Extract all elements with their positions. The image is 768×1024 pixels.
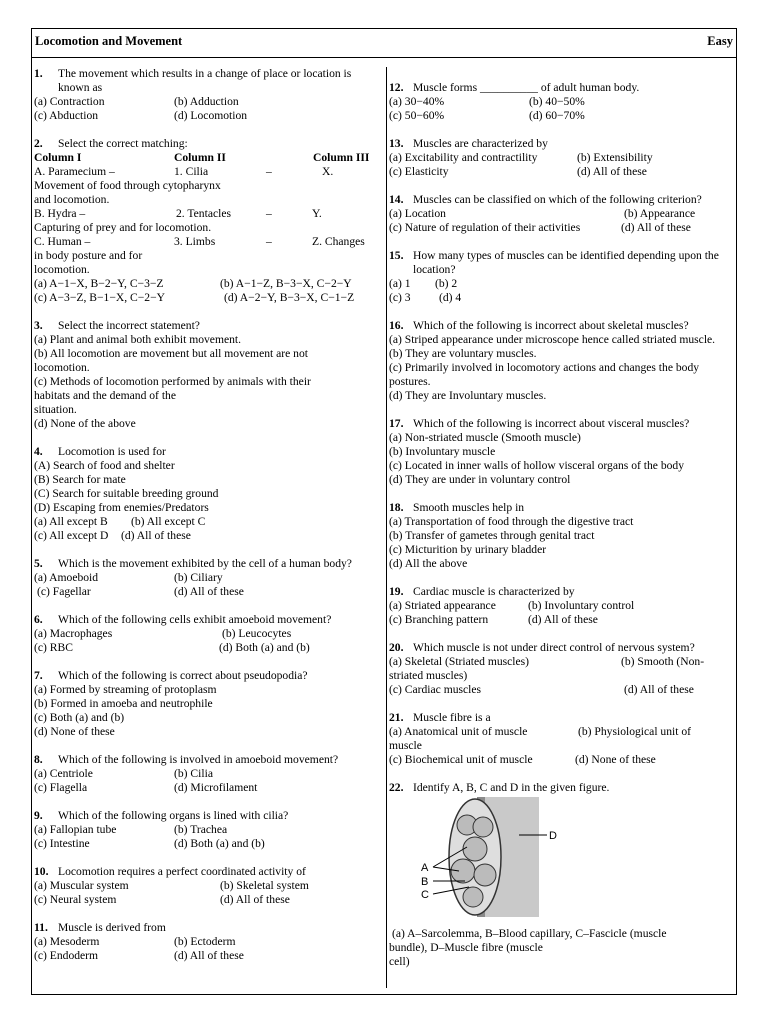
question-16 xyxy=(389,319,736,403)
question-text: Muscle is derived from xyxy=(58,921,166,934)
question-number: 14. xyxy=(389,193,404,206)
question-11 xyxy=(34,921,380,963)
option-b: (b) Appearance xyxy=(624,207,696,220)
option-a: (a) Non-striated muscle (Smooth muscle) xyxy=(389,431,581,444)
option-d: (d) All of these xyxy=(577,165,647,178)
option-a: (a) Macrophages xyxy=(34,627,113,640)
option-b: (b) Extensibility xyxy=(577,151,653,164)
option-c: (c) Nature of regulation of their activities xyxy=(389,221,581,234)
option-a: (a) Skeletal (Striated muscles) xyxy=(389,655,530,668)
question-text: Which is the movement exhibited by the cell of a human body? xyxy=(58,557,352,570)
statement-c: (C) Search for suitable breeding ground xyxy=(34,487,219,500)
question-number: 12. xyxy=(389,81,404,94)
option-c: (c) Both (a) and (b) xyxy=(34,711,125,724)
question-text: Muscle forms __________ of adult human body. xyxy=(413,81,640,94)
question-8 xyxy=(34,753,380,795)
option-a: (a) All except B xyxy=(34,515,108,528)
figure-label-a: A xyxy=(421,862,429,874)
option-d: (d) None of the above xyxy=(34,417,136,430)
question-10 xyxy=(34,865,380,907)
match-row-b: B. Hydra – 2. Tentacles – Y. xyxy=(34,207,322,220)
option-d: (d) 60−70% xyxy=(529,109,585,122)
option-c: (c) 3 xyxy=(389,291,411,304)
difficulty-level: Easy xyxy=(707,34,733,48)
option-d: (d) 4 xyxy=(439,291,462,304)
title-divider xyxy=(32,57,736,58)
option-a: (a) Striated appearance xyxy=(389,599,496,612)
question-5 xyxy=(34,557,380,599)
question-text: The movement which results in a change of place or location is known as xyxy=(58,67,352,94)
match-row-a: A. Paramecium – 1. Cilia – X. xyxy=(34,165,334,178)
question-text: Muscles are characterized by xyxy=(413,137,548,150)
option-a: (a) Anatomical unit of muscle xyxy=(389,725,528,738)
option-c: (c) All except D xyxy=(34,529,109,542)
fascicle-3 xyxy=(463,837,487,861)
answer-option-a: (a) A–Sarcolemma, B–Blood capillary, C–Fascicle (muscle xyxy=(392,927,667,940)
question-17 xyxy=(389,417,736,487)
option-b: (b) 40−50% xyxy=(529,95,585,108)
question-2: 2. Select the correct matching: Column I Column II Column III A. Paramecium – 1. Cilia – X. Movement of food through cytopharynx and locomotion. B. Hydra – 2. Tentacles – Y. Capturing of prey and for locomotion. C. Human – 3. Limbs – Z. Changes in body posture and for locomotion. (a) A−1−X, B−2−Y, C−3−Z (b) A−1−Z, B−3−X, C−2−Y (c) A−3−Z, B−1−X, C−2−Y (d) A−2−Y, B−3−X, C−1−Z xyxy=(34,137,380,305)
option-b: (b) Physiological unit of xyxy=(578,725,692,738)
option-a: (a) A−1−X, B−2−Y, C−3−Z xyxy=(34,277,164,290)
option-a: (a) Amoeboid xyxy=(34,571,99,584)
question-text: Which muscle is not under direct control of nervous system? xyxy=(413,641,695,654)
question-number: 1. xyxy=(34,67,43,80)
option-a: (a) Contraction xyxy=(34,95,105,108)
figure-label-c: C xyxy=(421,889,429,901)
question-number: 21. xyxy=(389,711,404,724)
option-b: (b) Leucocytes xyxy=(222,627,292,640)
option-d: (d) Microfilament xyxy=(174,781,258,794)
option-b: (b) They are voluntary muscles. xyxy=(389,347,537,360)
option-d: (d) All of these xyxy=(121,529,191,542)
statement-a: (A) Search of food and shelter xyxy=(34,459,175,472)
question-number: 4. xyxy=(34,445,43,458)
question-text: Which of the following is incorrect about skeletal muscles? xyxy=(413,319,689,332)
question-number: 20. xyxy=(389,641,404,654)
option-d: (d) They are Involuntary muscles. xyxy=(389,389,547,402)
question-number: 3. xyxy=(34,319,43,332)
option-d: (d) A−2−Y, B−3−X, C−1−Z xyxy=(224,291,355,304)
option-b: (b) Transfer of gametes through genital tract xyxy=(389,529,595,542)
fascicle-5 xyxy=(474,864,496,886)
question-15 xyxy=(389,249,736,305)
option-c: (c) Flagella xyxy=(34,781,88,794)
question-3: 3. Select the incorrect statement? (a) Plant and animal both exhibit movement. (b) All locomotion are movement but all movement are not locomotion. (c) Methods of locomotion performed by animals with their habitats and the demand of the situation. (d) None of the above xyxy=(34,319,380,431)
option-a: (a) Excitability and contractility xyxy=(389,151,538,164)
right-column xyxy=(389,81,736,983)
option-c: (c) Abduction xyxy=(34,109,99,122)
question-number: 7. xyxy=(34,669,43,682)
option-c: (c) Biochemical unit of muscle xyxy=(389,753,533,766)
question-12 xyxy=(389,81,736,123)
muscle-cross-section-figure xyxy=(407,797,567,917)
option-a: (a) Transportation of food through the digestive tract xyxy=(389,515,634,528)
option-b: (b) All locomotion are movement but all movement are not xyxy=(34,347,308,360)
match-row-c: C. Human – 3. Limbs – Z. Changes xyxy=(34,235,365,248)
question-number: 15. xyxy=(389,249,404,262)
option-c: (c) Methods of locomotion performed by animals with their xyxy=(34,375,311,388)
question-number: 10. xyxy=(34,865,49,878)
question-number: 8. xyxy=(34,753,43,766)
question-text: Smooth muscles help in xyxy=(413,501,525,514)
question-number: 9. xyxy=(34,809,43,822)
question-text: How many types of muscles can be identified depending upon the location? xyxy=(413,249,719,276)
option-a: (a) Plant and animal both exhibit movement. xyxy=(34,333,242,346)
statement-d: (D) Escaping from enemies/Predators xyxy=(34,501,209,514)
option-c: (c) Micturition by urinary bladder xyxy=(389,543,547,556)
question-9 xyxy=(34,809,380,851)
option-b: (b) Skeletal system xyxy=(220,879,309,892)
question-number: 17. xyxy=(389,417,404,430)
question-text: Select the correct matching: xyxy=(58,137,188,150)
option-c: (c) Branching pattern xyxy=(389,613,489,626)
option-d: (d) All of these xyxy=(624,683,694,696)
option-d: (d) None of these xyxy=(34,725,115,738)
question-1 xyxy=(34,67,380,123)
option-d: (d) All of these xyxy=(621,221,691,234)
option-c: (c) Fagellar xyxy=(37,585,91,598)
option-a: (a) Location xyxy=(389,207,446,220)
question-text: Locomotion requires a perfect coordinated activity of xyxy=(58,865,306,878)
question-text: Which of the following organs is lined with cilia? xyxy=(58,809,289,822)
question-text: Which of the following cells exhibit amoeboid movement? xyxy=(58,613,332,626)
question-text: Muscle fibre is a xyxy=(413,711,491,724)
fascicle-2 xyxy=(473,817,493,837)
option-c: (c) Elasticity xyxy=(389,165,449,178)
left-column xyxy=(34,67,380,977)
option-b: (b) Adduction xyxy=(174,95,239,108)
question-number: 13. xyxy=(389,137,404,150)
option-d: (d) All of these xyxy=(174,585,244,598)
option-b: (b) A−1−Z, B−3−X, C−2−Y xyxy=(220,277,352,290)
question-text: Identify A, B, C and D in the given figure. xyxy=(413,781,610,794)
option-c: (c) Endoderm xyxy=(34,949,99,962)
question-text: Cardiac muscle is characterized by xyxy=(413,585,575,598)
question-14 xyxy=(389,193,736,235)
option-b: (b) Involuntary muscle xyxy=(389,445,496,458)
option-b: (b) Ciliary xyxy=(174,571,223,584)
question-number: 22. xyxy=(389,781,404,794)
option-a: (a) Fallopian tube xyxy=(34,823,117,836)
question-text: Which of the following is correct about pseudopodia? xyxy=(58,669,308,682)
option-b: (b) Involuntary control xyxy=(528,599,635,612)
option-a: (a) Centriole xyxy=(34,767,93,780)
question-number: 18. xyxy=(389,501,404,514)
question-number: 19. xyxy=(389,585,404,598)
option-b: (b) Cilia xyxy=(174,767,213,780)
option-b: (b) All except C xyxy=(131,515,206,528)
column-divider xyxy=(386,67,387,988)
question-number: 16. xyxy=(389,319,404,332)
option-d: (d) All the above xyxy=(389,557,468,570)
question-6 xyxy=(34,613,380,655)
question-number: 6. xyxy=(34,613,43,626)
option-d: (d) All of these xyxy=(174,949,244,962)
question-text: Select the incorrect statement? xyxy=(58,319,200,332)
option-b: (b) Formed in amoeba and neutrophile xyxy=(34,697,213,710)
question-text: Which of the following is involved in amoeboid movement? xyxy=(58,753,339,766)
option-a: (a) Mesoderm xyxy=(34,935,100,948)
option-a: (a) Muscular system xyxy=(34,879,129,892)
question-text: Which of the following is incorrect about visceral muscles? xyxy=(413,417,690,430)
question-7 xyxy=(34,669,380,739)
statement-b: (B) Search for mate xyxy=(34,473,126,486)
option-d: (d) Both (a) and (b) xyxy=(219,641,310,654)
question-4 xyxy=(34,445,380,543)
figure-label-b: B xyxy=(421,876,429,888)
question-18 xyxy=(389,501,736,571)
option-b: (b) Smooth (Non- xyxy=(621,655,705,668)
option-c: (c) RBC xyxy=(34,641,73,654)
question-number: 2. xyxy=(34,137,43,150)
option-c: (c) Primarily involved in locomotory actions and changes the body postures. xyxy=(389,361,700,388)
option-a: (a) 1 xyxy=(389,277,411,290)
option-a: (a) Striped appearance under microscope hence called striated muscle. xyxy=(389,333,716,346)
option-d: (d) Both (a) and (b) xyxy=(174,837,265,850)
question-number: 11. xyxy=(34,921,48,934)
option-c: (c) Intestine xyxy=(34,837,90,850)
option-a: (a) Formed by streaming of protoplasm xyxy=(34,683,217,696)
option-d: (d) They are under in voluntary control xyxy=(389,473,571,486)
option-b: (b) Trachea xyxy=(174,823,228,836)
fascicle-4 xyxy=(451,859,475,883)
question-20: 20. Which muscle is not under direct control of nervous system? (a) Skeletal (Striated muscles) (b) Smooth (Non- striated muscles) (c) Cardiac muscles (d) All of these xyxy=(389,641,705,696)
worksheet-page xyxy=(31,28,737,995)
fascicle-6 xyxy=(463,887,483,907)
option-d: (d) All of these xyxy=(528,613,598,626)
option-b: (b) 2 xyxy=(435,277,458,290)
option-d: (d) None of these xyxy=(575,753,656,766)
question-13 xyxy=(389,137,736,179)
option-d: (d) All of these xyxy=(220,893,290,906)
figure-label-d: D xyxy=(549,830,557,842)
option-a: (a) 30−40% xyxy=(389,95,445,108)
option-b: (b) Ectoderm xyxy=(174,935,236,948)
question-22: 22. Identify A, B, C and D in the given figure. A B C D (a) A–Sarcolemma, B–Blood capillary, C–Fascicle (muscle bundle), D–Muscle fibre (muscle cell) xyxy=(389,781,736,969)
page-title: Locomotion and Movement xyxy=(35,34,183,48)
option-c: (c) Located in inner walls of hollow visceral organs of the body xyxy=(389,459,685,472)
option-c: (c) 50−60% xyxy=(389,109,445,122)
question-number: 5. xyxy=(34,557,43,570)
question-text: Locomotion is used for xyxy=(58,445,166,458)
option-c: (c) A−3−Z, B−1−X, C−2−Y xyxy=(34,291,166,304)
question-text: Muscles can be classified on which of the following criterion? xyxy=(413,193,702,206)
question-19 xyxy=(389,585,736,627)
option-c: (c) Neural system xyxy=(34,893,117,906)
match-header: Column I Column II Column III xyxy=(34,151,370,164)
option-d: (d) Locomotion xyxy=(174,109,248,122)
question-21: 21. Muscle fibre is a (a) Anatomical unit of muscle (b) Physiological unit of muscle (c) Biochemical unit of muscle (d) None of these xyxy=(389,711,692,766)
option-c: (c) Cardiac muscles xyxy=(389,683,482,696)
